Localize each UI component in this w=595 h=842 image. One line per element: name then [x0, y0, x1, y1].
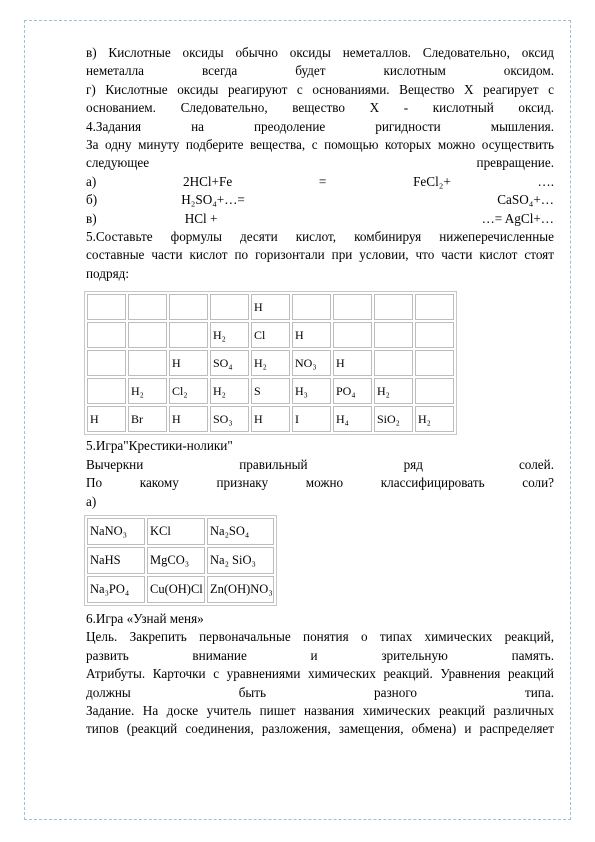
text-line: 4.Задания на преодоление ригидности мышления.: [86, 118, 554, 134]
acid-cell[interactable]: S: [251, 378, 290, 404]
reaction-mid: 2HCl+Fe: [182, 173, 233, 189]
reaction-tail: …= AgCl+…: [481, 210, 554, 226]
acid-cell[interactable]: SO₃: [210, 406, 249, 432]
salt-cell[interactable]: Cu(OH)Cl: [147, 576, 205, 603]
acid-cell[interactable]: H₂: [128, 378, 167, 404]
acid-cell[interactable]: [292, 294, 331, 320]
reaction-mid: H₂SO₄+…=: [181, 192, 245, 208]
acid-cell[interactable]: [374, 350, 413, 376]
reaction-label: в): [86, 210, 97, 226]
acid-row: [87, 350, 454, 376]
acid-cell[interactable]: [87, 294, 126, 320]
acid-cell[interactable]: [415, 294, 454, 320]
text-line: следующее превращение.: [86, 155, 554, 171]
acid-cell[interactable]: [169, 322, 208, 348]
task5-line: подряд:: [86, 265, 130, 281]
salt-table: [84, 515, 277, 606]
acid-cell[interactable]: [333, 294, 372, 320]
acid-cell[interactable]: H: [169, 406, 208, 432]
final-line: должны быть разного типа.: [86, 684, 554, 700]
acid-row: [87, 406, 454, 432]
acid-cell[interactable]: [87, 322, 126, 348]
game-line: Вычеркни правильный ряд солей.: [86, 456, 554, 472]
salt-cell[interactable]: Na₂SO₄: [207, 518, 274, 545]
acid-cell[interactable]: H: [251, 406, 290, 432]
salt-row: [87, 518, 274, 545]
acid-cell[interactable]: Cl₂: [169, 378, 208, 404]
acid-cell[interactable]: H₂: [251, 350, 290, 376]
reaction-eq: =: [318, 173, 327, 189]
salt-cell[interactable]: Na₂ SiO₃: [207, 547, 274, 574]
final-line: Цель. Закрепить первоначальные понятия о типах химических реакций,: [86, 629, 554, 645]
final-line: Задание. На доске учитель пишет названия химических реакций различных: [86, 702, 554, 718]
game-line: 5.Игра"Крестики-нолики": [86, 438, 233, 454]
game-guess-text: [86, 610, 554, 739]
reaction-right: FeCl₂+: [413, 173, 451, 189]
reaction-label: б): [86, 192, 98, 208]
final-line: 6.Игра «Узнай меня»: [86, 610, 204, 626]
text-line: г) Кислотные оксиды реагируют с основаниями. Вещество Х реагирует с: [86, 81, 554, 97]
text-line: основанием. Следовательно, вещество Х - кислотный оксид.: [86, 100, 554, 116]
acid-cell[interactable]: Cl: [251, 322, 290, 348]
document-body: [86, 44, 554, 739]
acid-cell[interactable]: PO₄: [333, 378, 372, 404]
task5-text: [86, 228, 554, 283]
acid-row: [87, 294, 454, 320]
acid-cell[interactable]: [169, 294, 208, 320]
acid-cell[interactable]: [87, 378, 126, 404]
text-line: в) Кислотные оксиды обычно оксиды неметаллов. Следовательно, оксид: [86, 45, 554, 60]
salt-cell[interactable]: NaNO₃: [87, 518, 145, 545]
game-line: По какому признаку можно классифицировать соли?: [86, 475, 554, 491]
acid-cell[interactable]: SO₄: [210, 350, 249, 376]
reaction-tail: ….: [537, 173, 554, 189]
final-line: развить внимание и зрительную память.: [86, 647, 554, 663]
reaction-row: [86, 173, 554, 191]
acid-row: [87, 322, 454, 348]
acid-cell[interactable]: H: [292, 322, 331, 348]
acid-cell[interactable]: [333, 322, 372, 348]
acid-cell[interactable]: [210, 294, 249, 320]
task5-line: 5.Составьте формулы десяти кислот, комбинируя нижеперечисленные: [86, 229, 554, 245]
reaction-tail: CaSO₄+…: [497, 192, 554, 208]
acid-parts-table: [84, 291, 457, 435]
acid-row: [87, 378, 454, 404]
game-line: а): [86, 493, 97, 509]
acid-cell[interactable]: H: [251, 294, 290, 320]
acid-cell[interactable]: [415, 378, 454, 404]
reaction-row: [86, 210, 554, 228]
acid-cell[interactable]: H: [333, 350, 372, 376]
acid-cell[interactable]: H₂: [415, 406, 454, 432]
reactions-list: [86, 173, 554, 228]
acid-cell[interactable]: [415, 322, 454, 348]
acid-cell[interactable]: [128, 322, 167, 348]
acid-cell[interactable]: H₂: [210, 378, 249, 404]
intro-text: [86, 44, 554, 173]
acid-cell[interactable]: Br: [128, 406, 167, 432]
text-line: неметалла всегда будет кислотным оксидом.: [86, 63, 554, 79]
acid-cell[interactable]: [128, 294, 167, 320]
acid-cell[interactable]: [415, 350, 454, 376]
reaction-mid: HCl +: [184, 210, 218, 226]
salt-cell[interactable]: Zn(OH)NO₃: [207, 576, 274, 603]
acid-cell[interactable]: NO₃: [292, 350, 331, 376]
acid-cell[interactable]: I: [292, 406, 331, 432]
salt-cell[interactable]: Na₃PO₄: [87, 576, 145, 603]
acid-cell[interactable]: [87, 350, 126, 376]
salt-row: [87, 547, 274, 574]
acid-cell[interactable]: [374, 322, 413, 348]
acid-cell[interactable]: SiO₂: [374, 406, 413, 432]
acid-cell[interactable]: H₃: [292, 378, 331, 404]
acid-cell[interactable]: H₄: [333, 406, 372, 432]
text-line: За одну минуту подберите вещества, с помощью которых можно осуществить: [86, 137, 554, 153]
salt-cell[interactable]: MgCO₃: [147, 547, 205, 574]
acid-cell[interactable]: H₂: [374, 378, 413, 404]
task5-line: составные части кислот по горизонтали при условии, что части кислот стоят: [86, 247, 554, 263]
acid-cell[interactable]: H₂: [210, 322, 249, 348]
acid-cell[interactable]: [128, 350, 167, 376]
reaction-row: [86, 191, 554, 209]
tic-tac-toe-text: [86, 437, 554, 511]
reaction-label: а): [86, 173, 97, 189]
acid-cell[interactable]: [374, 294, 413, 320]
final-line: типов (реакций соединения, разложения, замещения, обмена) и распределяет: [86, 721, 554, 737]
acid-cell[interactable]: H: [87, 406, 126, 432]
salt-row: [87, 576, 274, 603]
acid-cell[interactable]: H: [169, 350, 208, 376]
salt-cell[interactable]: KCl: [147, 518, 205, 545]
final-line: Атрибуты. Карточки с уравнениями химических реакций. Уравнения реакций: [86, 666, 554, 682]
salt-cell[interactable]: NaHS: [87, 547, 145, 574]
